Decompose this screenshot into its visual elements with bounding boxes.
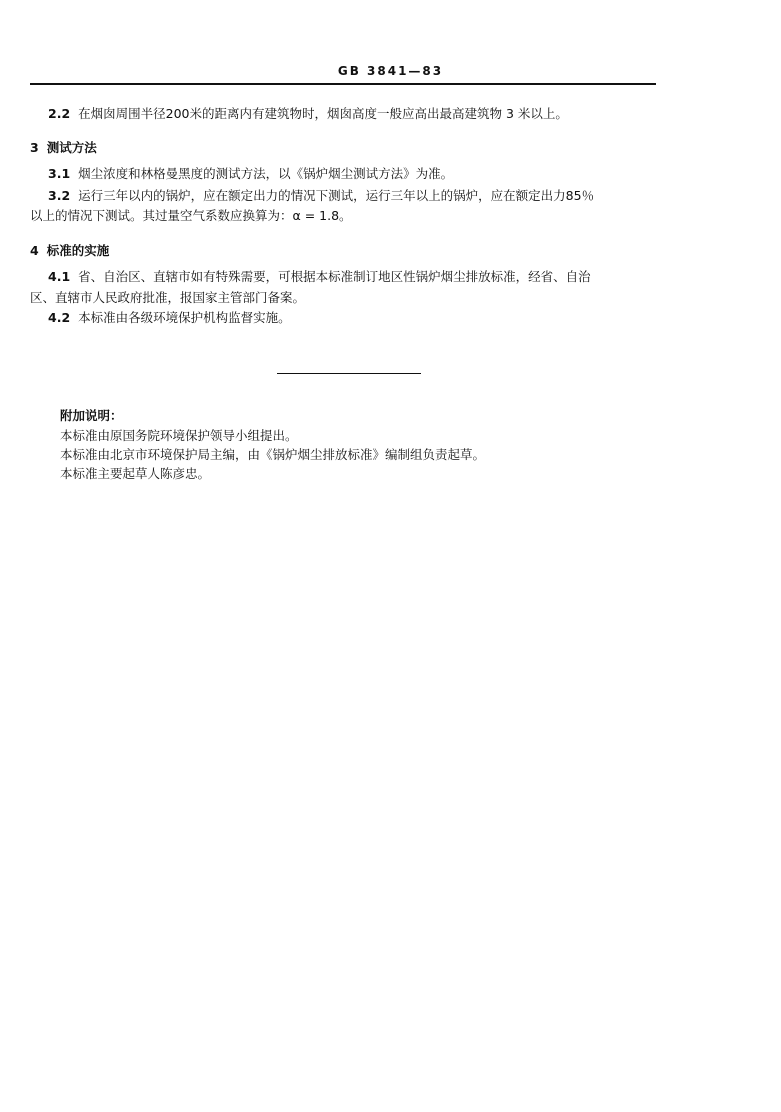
clause-text: 烟尘浓度和林格曼黑度的测试方法，以《锅炉烟尘测试方法》为准。 xyxy=(78,166,454,181)
section-number: 4 xyxy=(30,243,39,258)
clause-text: 运行三年以内的锅炉，应在额定出力的情况下测试，运行三年以上的锅炉，应在额定出力85％ xyxy=(78,188,595,203)
clause-number: 4.2 xyxy=(48,310,71,325)
notes-line: 本标准由北京市环境保护局主编，由《锅炉烟尘排放标准》编制组负责起草。 xyxy=(60,447,486,462)
clause-2-2 xyxy=(48,106,674,122)
clause-number: 2.2 xyxy=(48,106,71,121)
section-divider xyxy=(277,373,421,374)
clause-text: 省、自治区、直辖市如有特殊需要，可根据本标准制订地区性锅炉烟尘排放标准，经省、自治 xyxy=(78,269,591,284)
clause-number: 3.2 xyxy=(48,188,71,203)
standard-code-header: GB 3841—83 xyxy=(337,64,444,78)
clause-text: 在烟囱周围半径200米的距离内有建筑物时，烟囱高度一般应高出最高建筑物 3 米以上。 xyxy=(78,106,568,121)
section-number: 3 xyxy=(30,140,39,155)
notes-line: 本标准主要起草人陈彦忠。 xyxy=(60,466,211,481)
section-4-heading xyxy=(30,243,656,259)
section-3-heading xyxy=(30,140,656,156)
clause-3-2-line2: 以上的情况下测试。其过量空气系数应换算为：α = 1.8。 xyxy=(30,208,352,223)
clause-3-2-line1 xyxy=(48,188,674,204)
header-rule xyxy=(30,83,656,85)
clause-3-1 xyxy=(48,166,674,182)
clause-number: 4.1 xyxy=(48,269,71,284)
notes-line: 本标准由原国务院环境保护领导小组提出。 xyxy=(60,428,298,443)
clause-4-1-line1 xyxy=(48,269,674,285)
clause-number: 3.1 xyxy=(48,166,71,181)
section-title: 测试方法 xyxy=(46,140,97,155)
clause-text: 本标准由各级环境保护机构监督实施。 xyxy=(78,310,291,325)
notes-title: 附加说明： xyxy=(60,408,123,423)
clause-4-2 xyxy=(48,310,674,326)
section-title: 标准的实施 xyxy=(46,243,110,258)
clause-4-1-line2: 区、直辖市人民政府批准，报国家主管部门备案。 xyxy=(30,290,306,305)
